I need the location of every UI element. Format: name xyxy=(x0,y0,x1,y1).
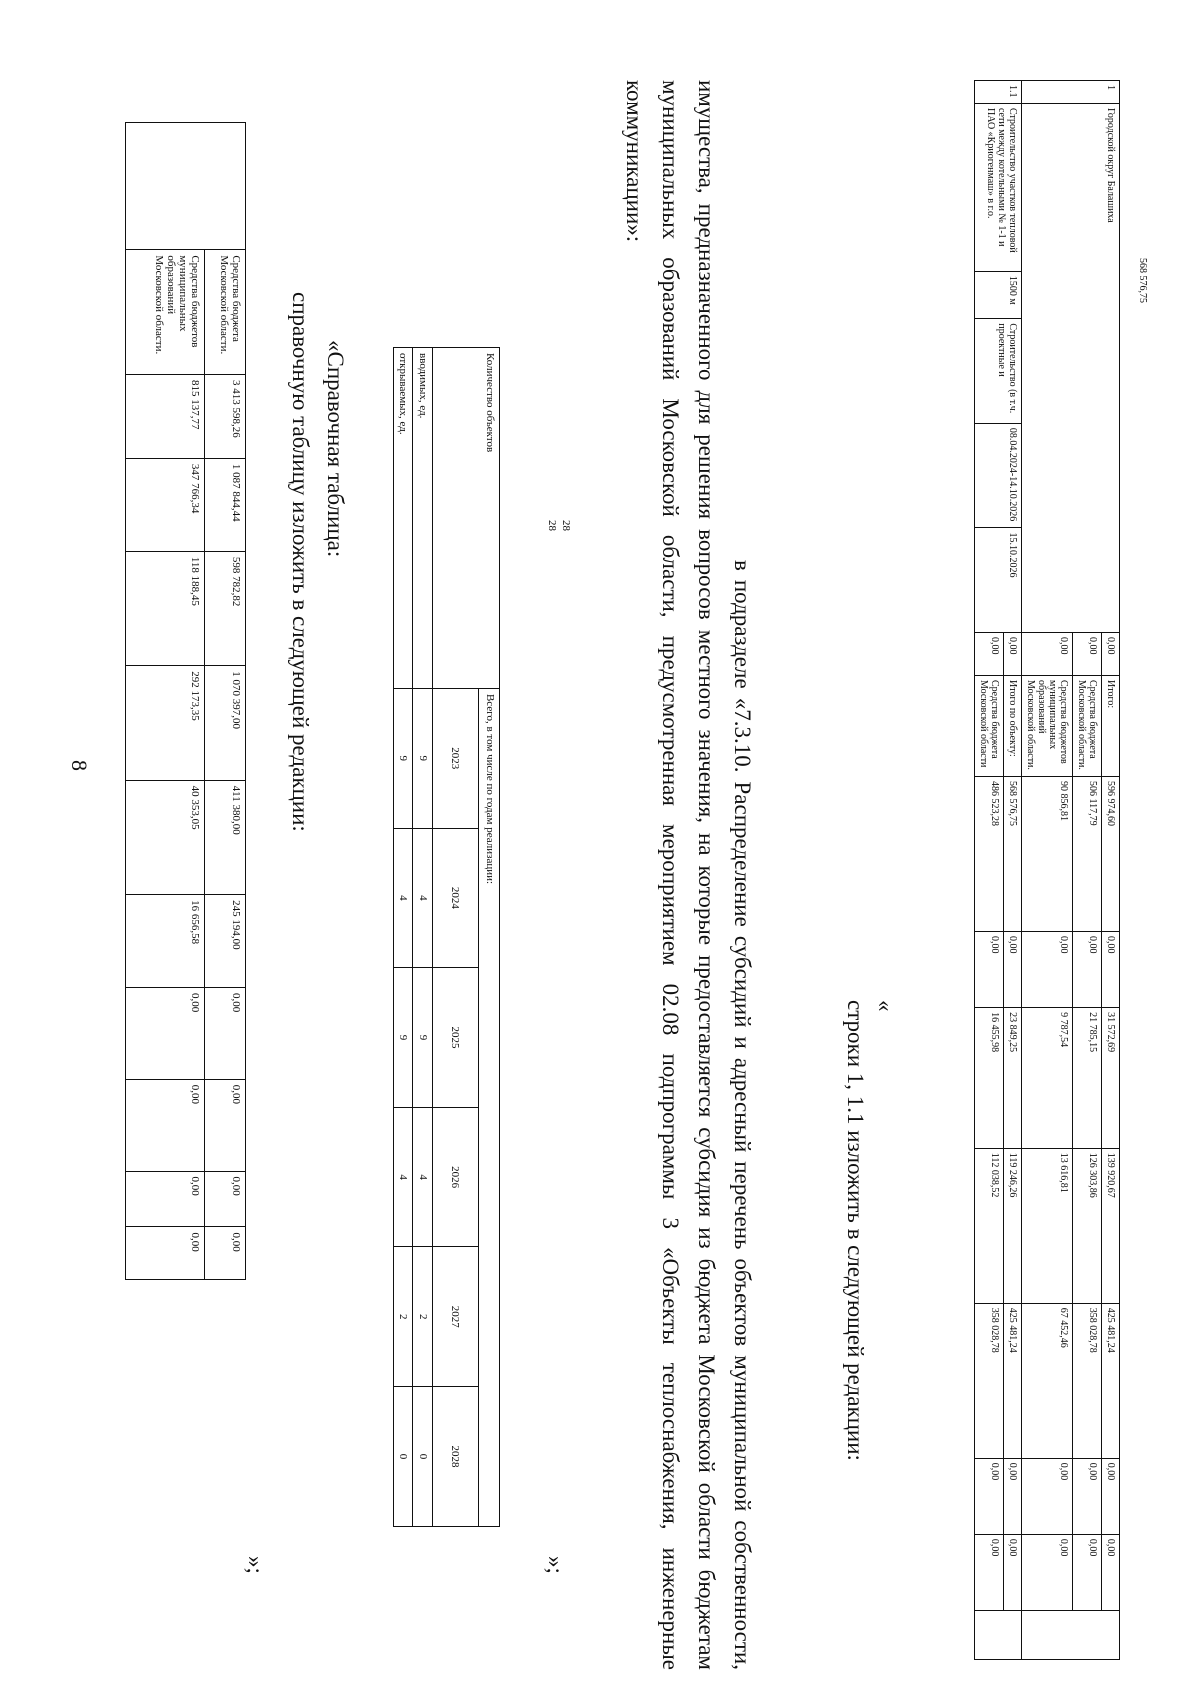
table-cell: 3 413 598,26 xyxy=(205,374,246,458)
empty-cell xyxy=(975,1611,1022,1660)
header-total: Всего, в том числе по годам реализации: xyxy=(478,689,499,1527)
table-cell: 9 xyxy=(394,689,414,829)
table-cell: 506 117,79 xyxy=(1073,777,1102,932)
instruction-text: строки 1, 1.1 изложить в следующей редакции: xyxy=(843,1000,868,1461)
table-cell: 31 572,69 xyxy=(1102,1008,1120,1149)
table-cell: 9 xyxy=(413,968,433,1108)
empty-cell xyxy=(126,123,246,250)
table-cell: 0,00 xyxy=(975,1458,1004,1534)
instruction-text: справочную таблицу изложить в следующей редакции: xyxy=(288,292,313,832)
table-cell: 0,00 xyxy=(1004,1458,1022,1534)
table-cell: 0,00 xyxy=(126,1227,205,1280)
table-cell: 4 xyxy=(394,828,414,968)
year-2023: 2023 xyxy=(433,689,479,829)
year-2025: 2025 xyxy=(433,968,479,1108)
open-quote: « xyxy=(873,1000,898,1012)
table-cell: 16 455,98 xyxy=(975,1008,1004,1149)
table-cell: 0 xyxy=(394,1387,414,1527)
table-cell: 347 766,34 xyxy=(126,458,205,551)
total-opened: 28 xyxy=(560,520,572,531)
table-cell: 0,00 xyxy=(126,987,205,1079)
table-cell: 0,00 xyxy=(205,987,246,1079)
row-number: 1.1 xyxy=(975,81,1022,104)
table-cell: 16 656,58 xyxy=(126,895,205,988)
table-cell: 0,00 xyxy=(975,932,1004,1008)
table-cell: 1 070 397,00 xyxy=(205,666,246,780)
table-cell: 0,00 xyxy=(1004,932,1022,1008)
table-cell: 245 194,00 xyxy=(205,895,246,988)
object-cost: 568 576,75 xyxy=(1137,258,1148,303)
table-cell: 0,00 xyxy=(1004,633,1022,676)
page-number: 8 xyxy=(67,760,92,771)
table-cell: 0,00 xyxy=(205,1171,246,1227)
dates: 08.04.2024-14.10.2026 xyxy=(975,423,1022,528)
table-cell: 0,00 xyxy=(205,1079,246,1171)
table-cell: 9 xyxy=(413,689,433,829)
table-cell: 9 xyxy=(394,968,414,1108)
table-row xyxy=(1004,81,1022,1660)
table-cell: 112 038,52 xyxy=(975,1148,1004,1303)
continuation-table xyxy=(125,122,246,1280)
table-cell: 0,00 xyxy=(1022,1458,1073,1534)
table-cell: 598 782,82 xyxy=(205,551,246,665)
table-row xyxy=(394,348,414,1527)
table-cell: 0,00 xyxy=(1004,1534,1022,1610)
body-paragraph: в подразделе «7.3.10. Распределение субсидий и адресный перечень объектов муниципальной собственности, имущества, предназначенного для решения вопросов местного значения, на которые предоставляется субсидия из бюджета Московской области бюджетам муниципальных образований Московской области, предусмотренная мероприятием 02.08 подпрограммы 3 «Объекты теплоснабжения, инженерные коммуникации»: xyxy=(622,80,755,1670)
table-cell: 2 xyxy=(413,1247,433,1387)
work-type: Строительство (в т.ч. проектные и xyxy=(975,319,1022,424)
municipality-name: Городской округ Балашиха xyxy=(1022,104,1120,633)
table-cell: 13 616,81 xyxy=(1022,1148,1073,1303)
table-cell: 9 787,54 xyxy=(1022,1008,1073,1149)
table-cell: 0,00 xyxy=(1102,932,1120,1008)
year-2024: 2024 xyxy=(433,828,479,968)
empty-cell xyxy=(1022,1611,1120,1660)
table-cell: 0,00 xyxy=(126,1079,205,1171)
table-row xyxy=(413,348,433,1527)
table-cell: 292 173,35 xyxy=(126,666,205,780)
table-cell: 425 481,24 xyxy=(1004,1303,1022,1458)
row-label: открываемых, ед. xyxy=(394,348,414,689)
table-cell: 596 974,60 xyxy=(1102,777,1120,932)
table-cell: 411 380,00 xyxy=(205,780,246,894)
year-2027: 2027 xyxy=(433,1247,479,1387)
table-cell: 0,00 xyxy=(1073,633,1102,676)
object-name: Строительство участков тепловой сети между котельными № 1-1 и ПАО «Криогенмаш» в г.о. xyxy=(975,104,1022,272)
table-cell: 0,00 xyxy=(1073,1458,1102,1534)
table-cell: 0,00 xyxy=(1073,1534,1102,1610)
table-cell: 0,00 xyxy=(1102,633,1120,676)
table-row xyxy=(478,348,499,1527)
table-cell: 358 028,78 xyxy=(975,1303,1004,1458)
table-cell: 0,00 xyxy=(1022,633,1073,676)
table-cell: 90 856,81 xyxy=(1022,777,1073,932)
objects-table xyxy=(974,80,1120,1660)
table-cell: 0,00 xyxy=(1102,1458,1120,1534)
table-cell: 1 087 844,44 xyxy=(205,458,246,551)
row-label: Средства бюджета Московской области xyxy=(975,676,1004,777)
capacity: 1500 м xyxy=(975,271,1022,319)
table-cell: 0,00 xyxy=(1073,932,1102,1008)
row-label: Средства бюджетов муниципальных образований Московской области. xyxy=(1022,676,1073,777)
table-cell: 425 481,24 xyxy=(1102,1303,1120,1458)
table-caption: «Справочная таблица: xyxy=(323,340,348,558)
table-cell: 486 523,28 xyxy=(975,777,1004,932)
table-cell: 0,00 xyxy=(1022,932,1073,1008)
row-label: Средства бюджетов муниципальных образований Московской области. xyxy=(126,250,205,375)
table-cell: 23 849,25 xyxy=(1004,1008,1022,1149)
row-label: Средства бюджета Московской области. xyxy=(205,250,246,375)
table-cell: 0,00 xyxy=(975,633,1004,676)
table-cell: 126 303,86 xyxy=(1073,1148,1102,1303)
table-cell: 0,00 xyxy=(975,1534,1004,1610)
table-row xyxy=(205,123,246,1280)
header-label: Количество объектов xyxy=(433,348,500,689)
table-cell: 4 xyxy=(394,1107,414,1247)
table-cell: 2 xyxy=(394,1247,414,1387)
table-cell: 139 920,67 xyxy=(1102,1148,1120,1303)
total-entered: 28 xyxy=(546,520,558,531)
table-cell: 0 xyxy=(413,1387,433,1527)
table-cell: 4 xyxy=(413,828,433,968)
table-cell: 4 xyxy=(413,1107,433,1247)
table-cell: 67 452,46 xyxy=(1022,1303,1073,1458)
table-cell: 40 353,05 xyxy=(126,780,205,894)
table-cell: 815 137,77 xyxy=(126,374,205,458)
table-cell: 568 576,75 xyxy=(1004,777,1022,932)
row-label: Итого по объекту: xyxy=(1004,676,1022,777)
row-label: Средства бюджета Московской области. xyxy=(1073,676,1102,777)
closing-quote: »; xyxy=(543,1556,568,1574)
table-cell: 119 246,26 xyxy=(1004,1148,1022,1303)
reference-table xyxy=(393,347,500,1527)
table-row xyxy=(1102,81,1120,1660)
table-row xyxy=(126,123,205,1280)
table-cell: 358 028,78 xyxy=(1073,1303,1102,1458)
open-date: 15.10.2026 xyxy=(975,528,1022,633)
row-label: Итого: xyxy=(1102,676,1120,777)
table-cell: 0,00 xyxy=(1022,1534,1073,1610)
table-cell: 21 785,15 xyxy=(1073,1008,1102,1149)
row-number: 1 xyxy=(1022,81,1120,104)
table-cell: 0,00 xyxy=(1102,1534,1120,1610)
year-2028: 2028 xyxy=(433,1387,479,1527)
closing-quote: »; xyxy=(243,1556,268,1574)
year-2026: 2026 xyxy=(433,1107,479,1247)
row-label: вводимых, ед. xyxy=(413,348,433,689)
table-cell: 0,00 xyxy=(205,1227,246,1280)
table-cell: 118 188,45 xyxy=(126,551,205,665)
table-cell: 0,00 xyxy=(126,1171,205,1227)
